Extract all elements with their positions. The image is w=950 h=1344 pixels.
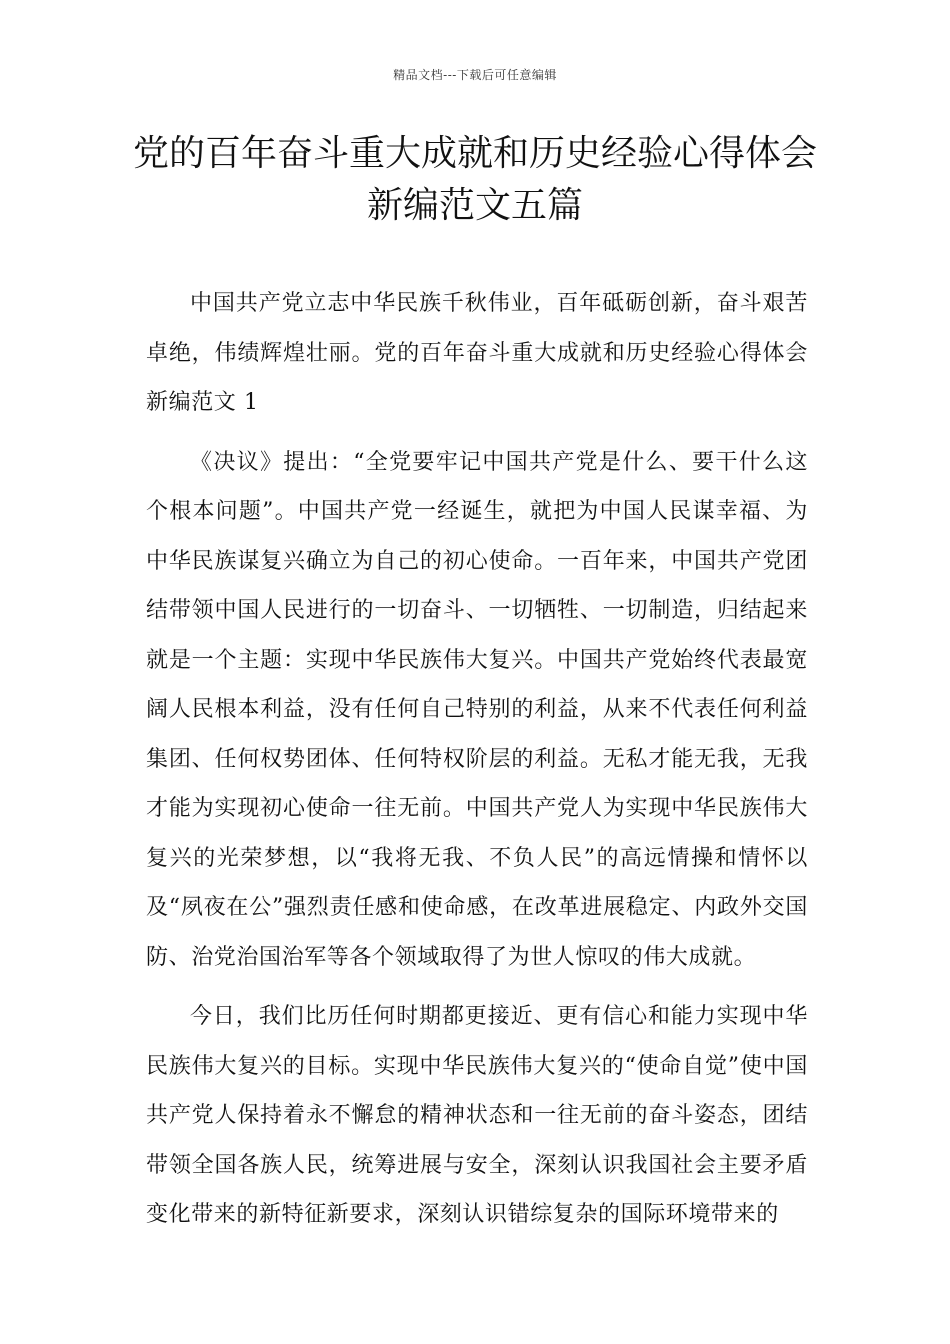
paragraph-3: 今日，我们比历任何时期都更接近、更有信心和能力实现中华民族伟大复兴的目标。实现中华民族伟大复兴的“使命自觉”使中国共产党人保持着永不懈怠的精神状态和一往无前的奋斗姿态，团结带领全国各族人民，统筹进展与安全，深刻认识我国社会主要矛盾变化带来的新特征新要求，深刻认识错综复杂的国际环境带来的 xyxy=(146,1004,808,1227)
document-body xyxy=(146,279,808,1250)
document-title: 党的百年奋斗重大成就和历史经验心得体会新编范文五篇 xyxy=(132,133,817,226)
page-header-note: 精品文档---下载后可任意编辑 xyxy=(393,68,557,82)
paragraph-2: 《决议》提出：“全党要牢记中国共产党是什么、要干什么这个根本问题”。中国共产党一经诞生，就把为中国人民谋幸福、为中华民族谋复兴确立为自己的初心使命。一百年来，中国共产党团结带领中国人民进行的一切奋斗、一切牺牲、一切制造，归结起来就是一个主题：实现中华民族伟大复兴。中国共产党始终代表最宽阔人民根本利益，没有任何自己特别的利益，从来不代表任何利益集团、任何权势团体、任何特权阶层的利益。无私才能无我，无我才能为实现初心使命一往无前。中国共产党人为实现中华民族伟大复兴的光荣梦想，以“我将无我、不负人民”的高远情操和情怀以及“夙夜在公”强烈责任感和使命感，在改革进展稳定、内政外交国防、治党治国治军等各个领域取得了为世人惊叹的伟大成就。 xyxy=(146,449,808,970)
paragraph-1: 中国共产党立志中华民族千秋伟业，百年砥砺创新，奋斗艰苦卓绝，伟绩辉煌壮丽。党的百年奋斗重大成就和历史经验心得体会新编范文 1 xyxy=(146,291,808,415)
